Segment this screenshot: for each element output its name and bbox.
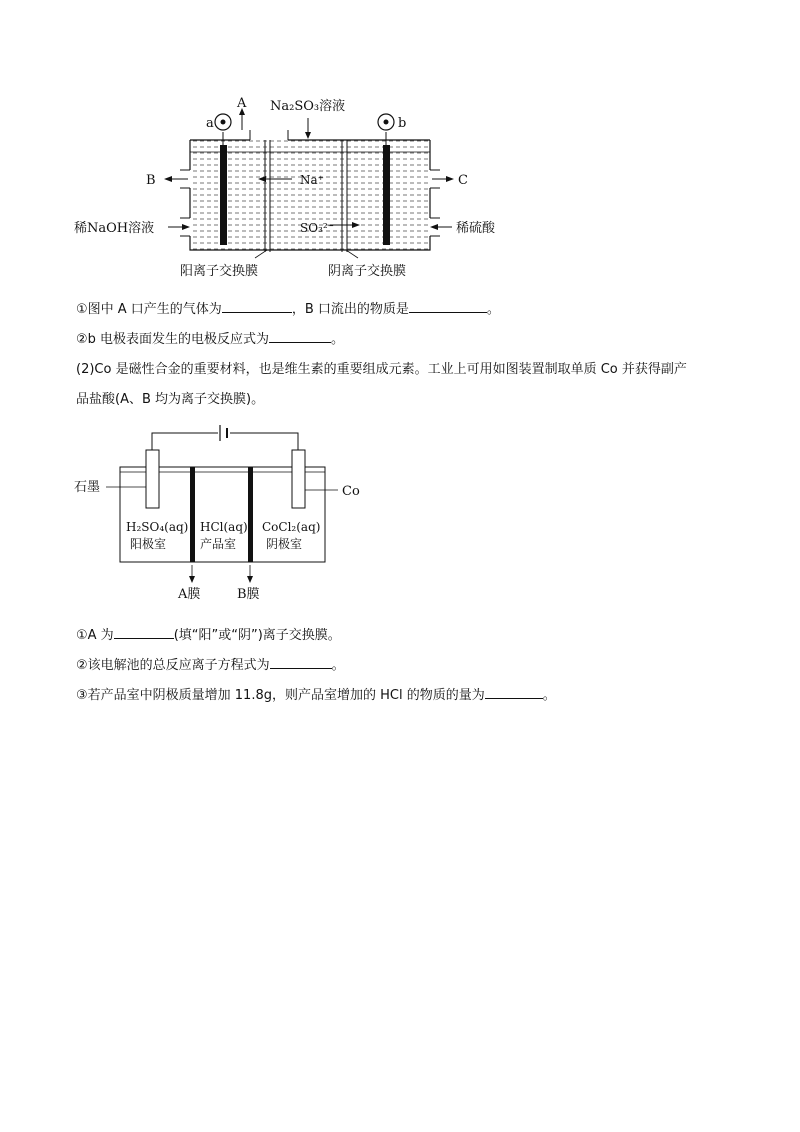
label-outlet-A: A [237,96,247,111]
label-na-ion: Na⁺ [300,173,324,187]
terminal-a-icon [215,114,231,130]
label-h2so4: 稀硫酸 [456,221,496,236]
answer-blank[interactable] [485,685,543,699]
question-text: 。 [486,302,500,317]
question-text: (填“阳”或“阴”)离子交换膜。 [173,628,341,643]
arrow-down-icon [189,565,195,583]
question-1-line-1 [76,299,500,319]
label-hcl: HCl(aq) [200,520,248,534]
question-2-intro-line-1: (2)Co 是磁性合金的重要材料，也是维生素的重要组成元素。工业上可用如图装置制取单质 Co 并获得副产 [76,362,687,377]
label-cation-membrane: 阳离子交换膜 [180,264,259,279]
arrow-down-icon [305,118,311,139]
question-text: ①图中 A 口产生的气体为 [76,302,222,317]
membrane-B [248,467,253,562]
question-2-intro-line-2: 品盐酸(A、B 均为离子交换膜)。 [76,392,265,407]
answer-blank[interactable] [269,329,331,343]
label-anion-membrane: 阴离子交换膜 [328,264,407,279]
question-text: 。 [331,332,345,347]
terminal-b-icon [378,114,394,130]
label-h2so4: H₂SO₄(aq) [126,520,189,534]
label-na2so3: Na₂SO₃溶液 [270,99,346,114]
label-b: b [398,116,407,131]
arrow-up-icon [239,108,245,130]
label-membrane-B: B膜 [237,587,260,602]
graphite-electrode [146,450,159,508]
question-text: ①A 为 [76,628,114,643]
label-a: a [206,116,214,131]
label-cathode-chamber: 阴极室 [266,537,303,551]
label-naoh: 稀NaOH溶液 [74,221,155,236]
answer-blank[interactable] [409,299,487,313]
label-anode-chamber: 阳极室 [130,537,167,551]
electrode-a [220,145,227,245]
label-membrane-A: A膜 [178,587,201,602]
arrow-down-icon [247,565,253,583]
question-text: ③若产品室中阴极质量增加 11.8g，则产品室增加的 HCl 的物质的量为 [76,688,485,703]
electrode-b [383,145,390,245]
battery-icon [220,425,227,441]
label-product-chamber: 产品室 [200,537,237,551]
label-graphite: 石墨 [74,480,101,495]
question-2-line-1 [76,625,341,645]
label-outlet-C: C [458,173,468,188]
question-text: 。 [331,658,345,673]
answer-blank[interactable] [114,625,174,639]
question-2-line-2 [76,655,345,675]
arrow-right-icon [168,224,190,230]
question-2-line-3 [76,685,556,705]
answer-blank[interactable] [222,299,292,313]
electrolysis-diagram-2 [60,415,380,615]
label-co: Co [342,484,360,499]
answer-blank[interactable] [270,655,332,669]
label-cocl2: CoCl₂(aq) [262,520,321,534]
arrow-left-icon [430,224,452,230]
membrane-A [190,467,195,562]
arrow-left-icon [164,176,188,182]
cobalt-electrode [292,450,305,508]
arrow-right-icon [432,176,454,182]
question-1-line-2 [76,329,344,349]
question-text: ，B 口流出的物质是 [291,302,409,317]
question-text: ②该电解池的总反应离子方程式为 [76,658,270,673]
question-text: ②b 电极表面发生的电极反应式为 [76,332,270,347]
label-outlet-B: B [146,173,156,188]
label-so3-ion: SO₃²⁻ [300,221,335,235]
question-text: 。 [542,688,556,703]
electrolysis-diagram-1 [60,90,520,285]
